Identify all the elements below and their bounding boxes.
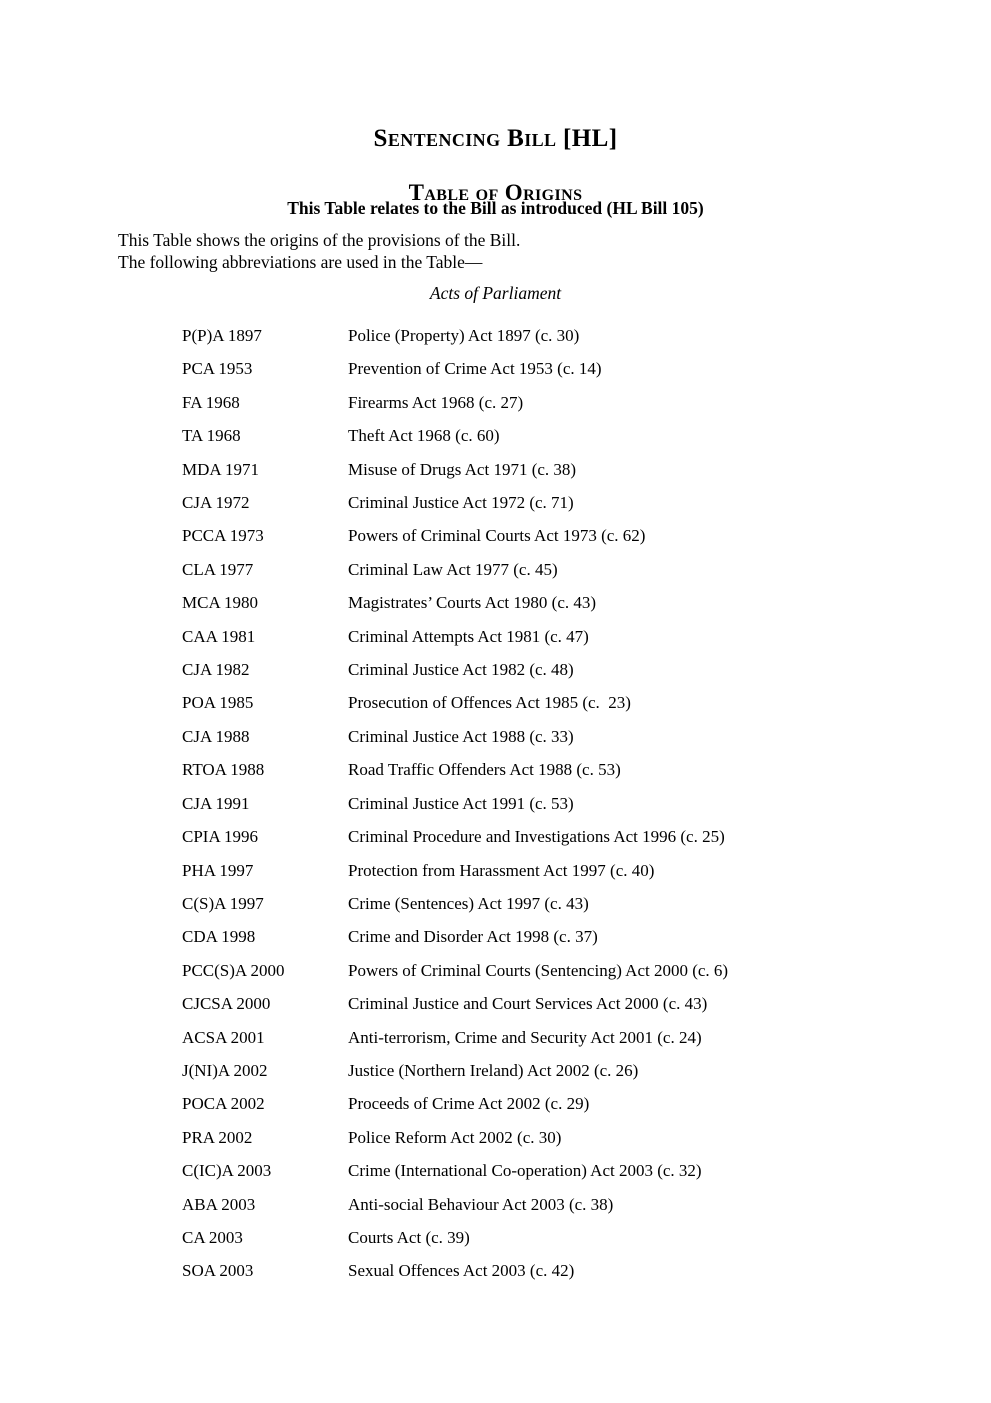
table-row <box>182 1254 882 1287</box>
act-name-cell: Magistrates’ Courts Act 1980 (c. 43) <box>348 593 597 613</box>
abbreviation-cell: ACSA 2001 <box>182 1027 265 1047</box>
abbreviation-cell: ABA 2003 <box>182 1194 256 1214</box>
abbreviation-cell: CDA 1998 <box>182 927 256 947</box>
act-name-cell: Anti-social Behaviour Act 2003 (c. 38) <box>348 1194 614 1214</box>
table-row <box>182 386 882 419</box>
act-name-cell: Crime (International Co-operation) Act 2003 (c. 32) <box>348 1161 702 1181</box>
table-row <box>182 553 882 586</box>
table-row <box>182 419 882 452</box>
table-row <box>182 720 882 753</box>
table-row <box>182 987 882 1020</box>
abbreviation-cell: CJCSA 2000 <box>182 994 271 1014</box>
table-row <box>182 820 882 853</box>
table-row <box>182 352 882 385</box>
abbreviation-cell: PRA 2002 <box>182 1127 253 1147</box>
act-name-cell: Proceeds of Crime Act 2002 (c. 29) <box>348 1094 590 1114</box>
table-row <box>182 1154 882 1187</box>
act-name-cell: Anti-terrorism, Crime and Security Act 2001 (c. 24) <box>348 1027 702 1047</box>
act-name-cell: Police (Property) Act 1897 (c. 30) <box>348 326 580 345</box>
act-name-cell: Criminal Attempts Act 1981 (c. 47) <box>348 626 589 646</box>
act-name-cell: Justice (Northern Ireland) Act 2002 (c. 26) <box>348 1060 639 1080</box>
abbreviation-cell: PCCA 1973 <box>182 526 264 546</box>
abbreviation-cell: CJA 1988 <box>182 726 250 746</box>
act-name-cell: Road Traffic Offenders Act 1988 (c. 53) <box>348 760 621 780</box>
abbreviations-table <box>182 319 882 1288</box>
page-title: Sentencing Bill [HL] <box>373 124 618 152</box>
document-subtitle: Table of Origins <box>408 180 583 206</box>
table-row <box>182 1087 882 1120</box>
act-name-cell: Criminal Procedure and Investigations Act 1996 (c. 25) <box>348 827 725 847</box>
act-name-cell: Police Reform Act 2002 (c. 30) <box>348 1127 562 1147</box>
table-row <box>182 920 882 953</box>
abbreviation-cell: TA 1968 <box>182 426 241 446</box>
act-name-cell: Criminal Justice Act 1991 (c. 53) <box>348 793 574 813</box>
abbreviation-cell: CPIA 1996 <box>182 827 259 847</box>
act-name-cell: Protection from Harassment Act 1997 (c. 40) <box>348 860 655 880</box>
act-name-cell: Crime and Disorder Act 1998 (c. 37) <box>348 927 598 947</box>
intro-line-1: This Table shows the origins of the provisions of the Bill. <box>118 230 521 250</box>
table-row <box>182 586 882 619</box>
abbreviation-cell: PCC(S)A 2000 <box>182 960 285 980</box>
table-row <box>182 653 882 686</box>
act-name-cell: Criminal Justice Act 1982 (c. 48) <box>348 660 574 680</box>
act-name-cell: Theft Act 1968 (c. 60) <box>348 426 500 446</box>
table-row <box>182 519 882 552</box>
abbreviation-cell: CAA 1981 <box>182 626 256 646</box>
table-row <box>182 854 882 887</box>
act-name-cell: Criminal Law Act 1977 (c. 45) <box>348 559 558 579</box>
abbreviation-cell: CJA 1972 <box>182 493 250 513</box>
table-row <box>182 486 882 519</box>
abbreviation-cell: CJA 1982 <box>182 660 250 680</box>
table-row <box>182 620 882 653</box>
table-row <box>182 1054 882 1087</box>
abbreviation-cell: POA 1985 <box>182 693 254 713</box>
act-name-cell: Prosecution of Offences Act 1985 (c. 23) <box>348 693 631 713</box>
act-name-cell: Sexual Offences Act 2003 (c. 42) <box>348 1261 575 1281</box>
abbreviation-cell: P(P)A 1897 <box>182 326 262 345</box>
table-row <box>182 1221 882 1254</box>
act-name-cell: Crime (Sentences) Act 1997 (c. 43) <box>348 893 589 913</box>
abbreviation-cell: FA 1968 <box>182 392 240 412</box>
act-name-cell: Powers of Criminal Courts Act 1973 (c. 62) <box>348 526 646 546</box>
section-heading-acts-of-parliament: Acts of Parliament <box>429 283 562 303</box>
abbreviation-cell: CA 2003 <box>182 1227 243 1247</box>
bill-reference-note: This Table relates to the Bill as introduced (HL Bill 105) <box>287 198 704 218</box>
table-row <box>182 1121 882 1154</box>
table-row <box>182 954 882 987</box>
intro-line-2: The following abbreviations are used in the Table— <box>118 251 483 272</box>
abbreviation-cell: C(IC)A 2003 <box>182 1161 272 1181</box>
table-row <box>182 453 882 486</box>
abbreviation-cell: SOA 2003 <box>182 1261 254 1281</box>
abbreviation-cell: MCA 1980 <box>182 593 259 613</box>
act-name-cell: Firearms Act 1968 (c. 27) <box>348 392 524 412</box>
abbreviation-cell: J(NI)A 2002 <box>182 1060 268 1080</box>
intro-paragraph <box>118 230 878 273</box>
abbreviation-cell: RTOA 1988 <box>182 760 265 780</box>
abbreviation-cell: PCA 1953 <box>182 359 253 379</box>
abbreviation-cell: CLA 1977 <box>182 559 254 579</box>
abbreviation-cell: MDA 1971 <box>182 459 259 479</box>
abbreviation-cell: CJA 1991 <box>182 793 250 813</box>
abbreviation-cell: POCA 2002 <box>182 1094 265 1114</box>
table-row <box>182 887 882 920</box>
table-row <box>182 753 882 786</box>
act-name-cell: Misuse of Drugs Act 1971 (c. 38) <box>348 459 577 479</box>
act-name-cell: Criminal Justice and Court Services Act 2000 (c. 43) <box>348 994 708 1014</box>
act-name-cell: Criminal Justice Act 1988 (c. 33) <box>348 726 574 746</box>
table-row <box>182 1021 882 1054</box>
abbreviation-cell: C(S)A 1997 <box>182 893 264 913</box>
act-name-cell: Prevention of Crime Act 1953 (c. 14) <box>348 359 602 379</box>
abbreviation-cell: PHA 1997 <box>182 860 254 880</box>
act-name-cell: Criminal Justice Act 1972 (c. 71) <box>348 493 574 513</box>
act-name-cell: Powers of Criminal Courts (Sentencing) Act 2000 (c. 6) <box>348 960 729 980</box>
table-row <box>182 319 882 352</box>
table-row <box>182 1188 882 1221</box>
table-row <box>182 787 882 820</box>
table-row <box>182 686 882 719</box>
act-name-cell: Courts Act (c. 39) <box>348 1227 470 1247</box>
